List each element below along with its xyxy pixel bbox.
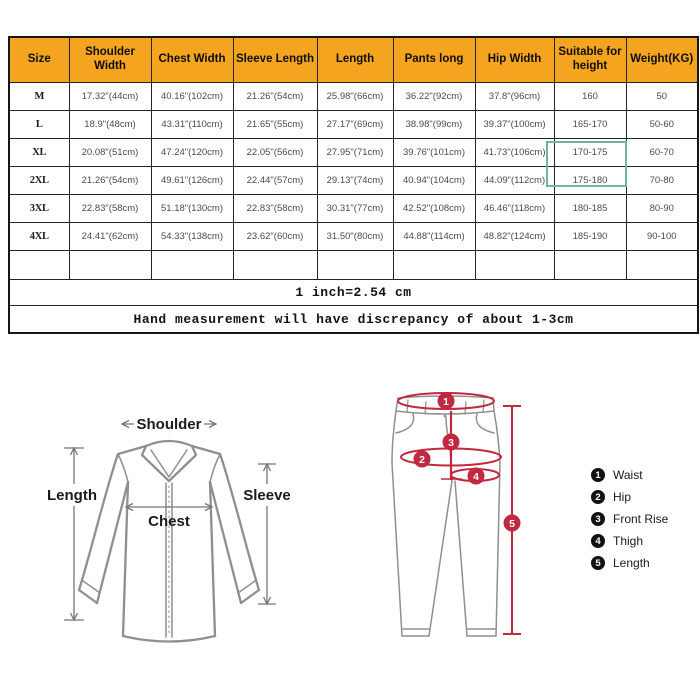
- cell-pants-long: 42.52"(108cm): [393, 195, 475, 223]
- column-header-length: Length: [317, 37, 393, 83]
- cell-hip: 48.82"(124cm): [475, 223, 554, 251]
- column-header-weight: Weight(KG): [626, 37, 698, 83]
- cell-chest: 43.31"(110cm): [151, 111, 233, 139]
- cell-sleeve: 21.26"(54cm): [233, 83, 317, 111]
- legend-item-length: [591, 556, 668, 570]
- legend-item-waist: [591, 468, 668, 482]
- cell-shoulder: 24.41"(62cm): [69, 223, 151, 251]
- cell-chest: 51.18"(130cm): [151, 195, 233, 223]
- chest-label: Chest: [148, 513, 190, 530]
- cell-weight: 50: [626, 83, 698, 111]
- cell-sleeve: 21.65"(55cm): [233, 111, 317, 139]
- cell-pants-long: 44.88"(114cm): [393, 223, 475, 251]
- legend-label-front-rise: Front Rise: [613, 512, 669, 526]
- cell-length: 30.31"(77cm): [317, 195, 393, 223]
- table-row-3xl: [9, 195, 698, 223]
- cell-height: 160: [554, 83, 626, 111]
- column-header-pants-long: Pants long: [393, 37, 475, 83]
- pants-legend: [591, 468, 668, 570]
- table-row-l: [9, 111, 698, 139]
- cell-shoulder: 17.32"(44cm): [69, 83, 151, 111]
- legend-number-3: 3: [591, 512, 605, 526]
- empty-cell: [475, 251, 554, 280]
- legend-item-thigh: [591, 534, 668, 548]
- cell-hip: 37.8"(96cm): [475, 83, 554, 111]
- legend-label-waist: Waist: [613, 468, 643, 482]
- cell-pants-long: 38.98"(99cm): [393, 111, 475, 139]
- legend-label-thigh: Thigh: [613, 534, 644, 548]
- legend-number-5: 5: [591, 556, 605, 570]
- cell-height: 180-185: [554, 195, 626, 223]
- cell-size: 4XL: [9, 223, 69, 251]
- cell-sleeve: 22.05"(56cm): [233, 139, 317, 167]
- sleeve-label: Sleeve: [243, 487, 291, 504]
- empty-cell: [69, 251, 151, 280]
- inch-conversion-note: 1 inch=2.54 cm: [9, 280, 698, 306]
- cell-weight: 70-80: [626, 167, 698, 195]
- cell-size: L: [9, 111, 69, 139]
- legend-number-1: 1: [591, 468, 605, 482]
- cell-length: 29.13"(74cm): [317, 167, 393, 195]
- legend-item-front-rise: [591, 512, 668, 526]
- note-row-hand: [9, 306, 698, 334]
- cell-height-highlighted: 175-180: [554, 167, 626, 195]
- empty-row: [9, 251, 698, 280]
- column-header-size: Size: [9, 37, 69, 83]
- svg-text:2: 2: [419, 453, 425, 466]
- empty-cell: [554, 251, 626, 280]
- cell-sleeve: 22.44"(57cm): [233, 167, 317, 195]
- cell-shoulder: 21.26"(54cm): [69, 167, 151, 195]
- svg-text:3: 3: [448, 436, 454, 449]
- size-table: [8, 36, 699, 334]
- cell-weight: 90-100: [626, 223, 698, 251]
- cell-length: 31.50"(80cm): [317, 223, 393, 251]
- cell-length: 25.98"(66cm): [317, 83, 393, 111]
- cell-pants-long: 39.76"(101cm): [393, 139, 475, 167]
- legend-number-4: 4: [591, 534, 605, 548]
- cell-chest: 54.33"(138cm): [151, 223, 233, 251]
- cell-size: 2XL: [9, 167, 69, 195]
- shoulder-label: Shoulder: [136, 416, 202, 433]
- column-header-hip-width: Hip Width: [475, 37, 554, 83]
- table-row-2xl: [9, 167, 698, 195]
- cell-shoulder: 22.83"(58cm): [69, 195, 151, 223]
- cell-size: 3XL: [9, 195, 69, 223]
- legend-number-2: 2: [591, 490, 605, 504]
- pants-marker-4: [468, 468, 485, 485]
- cell-sleeve: 22.83"(58cm): [233, 195, 317, 223]
- table-row-xl: [9, 139, 698, 167]
- svg-text:4: 4: [473, 470, 479, 483]
- column-header-shoulder-width: Shoulder Width: [69, 37, 151, 83]
- pants-marker-2: [414, 451, 431, 468]
- cell-size: XL: [9, 139, 69, 167]
- cell-hip: 46.46"(118cm): [475, 195, 554, 223]
- cell-chest: 40.16"(102cm): [151, 83, 233, 111]
- legend-item-hip: [591, 490, 668, 504]
- cell-length: 27.17"(69cm): [317, 111, 393, 139]
- column-header-suitable-height: Suitable for height: [554, 37, 626, 83]
- empty-cell: [9, 251, 69, 280]
- svg-text:5: 5: [509, 517, 515, 530]
- pants-marker-5: [504, 515, 521, 532]
- legend-label-length: Length: [613, 556, 650, 570]
- empty-cell: [233, 251, 317, 280]
- cell-chest: 49.61"(126cm): [151, 167, 233, 195]
- pants-measurement-marks: [398, 393, 521, 634]
- cell-weight: 80-90: [626, 195, 698, 223]
- table-row-m: [9, 83, 698, 111]
- pants-marker-3: [443, 434, 460, 451]
- cell-height: 165-170: [554, 111, 626, 139]
- shirt-measurement-diagram: [35, 390, 305, 675]
- pants-measurement-diagram: [380, 383, 580, 688]
- pants-marker-1: [438, 393, 455, 410]
- header-row: [9, 37, 698, 83]
- cell-pants-long: 36.22"(92cm): [393, 83, 475, 111]
- empty-cell: [151, 251, 233, 280]
- cell-height: 185-190: [554, 223, 626, 251]
- cell-hip: 44.09"(112cm): [475, 167, 554, 195]
- cell-hip: 41.73"(106cm): [475, 139, 554, 167]
- cell-chest: 47.24"(120cm): [151, 139, 233, 167]
- table-row-4xl: [9, 223, 698, 251]
- length-label: Length: [47, 487, 97, 504]
- cell-shoulder: 18.9"(48cm): [69, 111, 151, 139]
- cell-shoulder: 20.08"(51cm): [69, 139, 151, 167]
- cell-height: 170-175: [554, 139, 626, 167]
- svg-text:1: 1: [443, 395, 449, 408]
- column-header-sleeve-length: Sleeve Length: [233, 37, 317, 83]
- cell-sleeve: 23.62"(60cm): [233, 223, 317, 251]
- legend-label-hip: Hip: [613, 490, 632, 504]
- cell-weight: 50-60: [626, 111, 698, 139]
- shirt-outline: [79, 441, 259, 642]
- note-row-inch: [9, 280, 698, 306]
- cell-weight: 60-70: [626, 139, 698, 167]
- hand-measurement-note: Hand measurement will have discrepancy of about 1-3cm: [9, 306, 698, 334]
- pants-outline: [392, 396, 500, 636]
- empty-cell: [393, 251, 475, 280]
- cell-hip: 39.37"(100cm): [475, 111, 554, 139]
- cell-size: M: [9, 83, 69, 111]
- cell-pants-long: 40.94"(104cm): [393, 167, 475, 195]
- column-header-chest-width: Chest Width: [151, 37, 233, 83]
- empty-cell: [626, 251, 698, 280]
- cell-length: 27.95"(71cm): [317, 139, 393, 167]
- empty-cell: [317, 251, 393, 280]
